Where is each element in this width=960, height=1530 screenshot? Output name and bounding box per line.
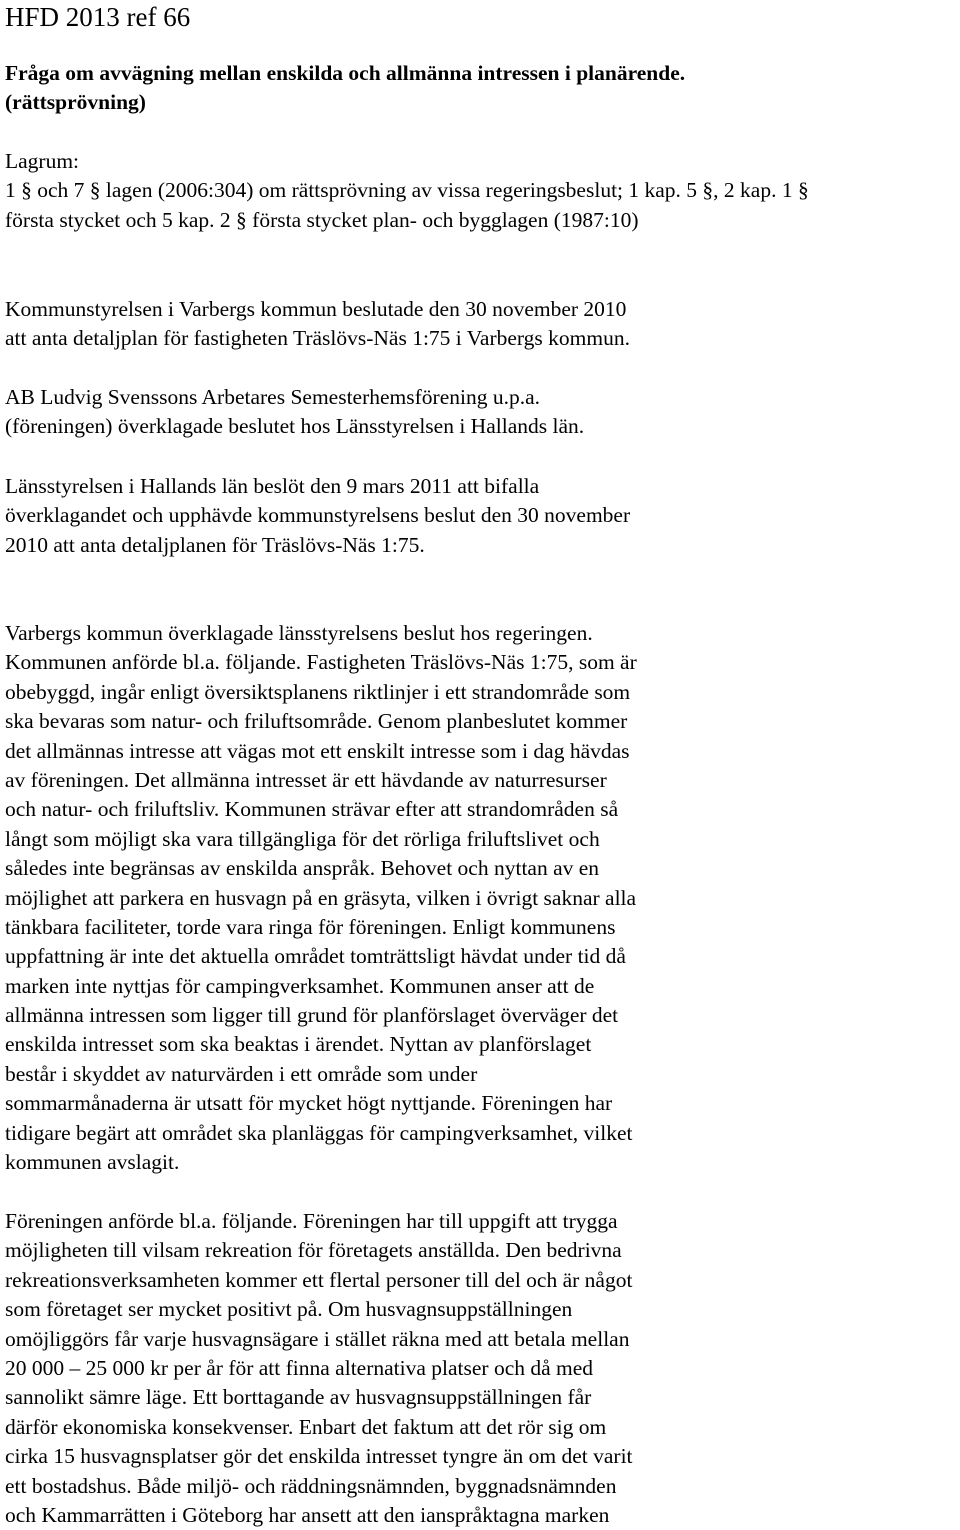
paragraph-line: 20 000 – 25 000 kr per år för att finna alternativa platser och då med	[5, 1355, 594, 1380]
paragraph-municipality	[5, 619, 955, 1177]
paragraph-line: cirka 15 husvagnsplatser gör det enskilda intresset tyngre än om det varit	[5, 1444, 633, 1469]
paragraph-line: rekreationsverksamheten kommer ett flertal personer till del och är något	[5, 1267, 633, 1292]
paragraph-line: ska bevaras som natur- och friluftsområde. Genom planbeslutet kommer	[5, 709, 628, 734]
paragraph-line: Kommunen anförde bl.a. följande. Fastigheten Träslövs-Näs 1:75, som är	[5, 650, 637, 675]
paragraph-line: marken inte nyttjas för campingverksamhet. Kommunen anser att de	[5, 973, 595, 998]
paragraph-line: långt som möjligt ska vara tillgängliga för det rörliga friluftslivet och	[5, 826, 600, 851]
lagrum-line: första stycket och 5 kap. 2 § första stycket plan- och bygglagen (1987:10)	[5, 207, 639, 232]
paragraph-line: överklagandet och upphävde kommunstyrelsens beslut den 30 november	[5, 503, 631, 528]
lagrum-line: 1 § och 7 § lagen (2006:304) om rättsprövning av vissa regeringsbeslut; 1 kap. 5 §, 2 kap. 1 §	[5, 178, 809, 203]
paragraph-association	[5, 1207, 955, 1530]
paragraph-line: av föreningen. Det allmänna intresset är ett hävdande av naturresurser	[5, 767, 607, 792]
paragraph-line: som företaget ser mycket positivt på. Om husvagnsuppställningen	[5, 1297, 573, 1322]
paragraph-line: sannolikt sämre läge. Ett borttagande av husvagnsuppställningen får	[5, 1385, 592, 1410]
paragraph-line: kommunen avslagit.	[5, 1150, 180, 1175]
paragraph-line: Länsstyrelsen i Hallands län beslöt den 9 mars 2011 att bifalla	[5, 474, 540, 498]
lagrum-section	[5, 147, 955, 235]
paragraph-line: det allmännas intresse att vägas mot ett enskilt intresse som i dag hävdas	[5, 738, 630, 763]
paragraph-line: således inte begränsas av enskilda anspråk. Behovet och nyttan av en	[5, 856, 600, 881]
document-title: HFD 2013 ref 66	[5, 2, 191, 32]
paragraph-line: och natur- och friluftsliv. Kommunen strävar efter att strandområden så	[5, 797, 619, 822]
paragraph-line: möjlighet att parkera en husvagn på en gräsyta, vilken i övrigt saknar alla	[5, 885, 637, 910]
paragraph-line: (föreningen) överklagade beslutet hos Länsstyrelsen i Hallands län.	[5, 414, 585, 439]
paragraph-line: sommarmånaderna är utsatt för mycket högt nyttjande. Föreningen har	[5, 1091, 613, 1116]
paragraph-line: består i skyddet av naturvärden i ett område som under	[5, 1061, 478, 1086]
lagrum-heading: Lagrum:	[5, 149, 80, 173]
paragraph-line: Kommunstyrelsen i Varbergs kommun beslutade den 30 november 2010	[5, 297, 627, 321]
paragraph-line: ett bostadshus. Både miljö- och räddningsnämnden, byggnadsnämnden	[5, 1473, 617, 1498]
paragraph-line: omöjliggörs får varje husvagnsägare i stället räkna med att betala mellan	[5, 1326, 630, 1351]
paragraph-line: därför ekonomiska konsekvenser. Enbart det faktum att det rör sig om	[5, 1414, 607, 1439]
case-question	[5, 59, 955, 118]
paragraph-line: och Kammarrätten i Göteborg har ansett att den ianspråktagna marken	[5, 1502, 610, 1527]
paragraph-line: att anta detaljplan för fastigheten Träslövs-Näs 1:75 i Varbergs kommun.	[5, 326, 630, 351]
question-line: Fråga om avvägning mellan enskilda och allmänna intressen i planärende.	[5, 61, 686, 85]
paragraph-line: 2010 att anta detaljplanen för Träslövs-Näs 1:75.	[5, 532, 425, 557]
paragraph-line: Varbergs kommun överklagade länsstyrelsens beslut hos regeringen.	[5, 621, 593, 645]
paragraph-line: Föreningen anförde bl.a. följande. Föreningen har till uppgift att trygga	[5, 1209, 618, 1233]
paragraph-line: tidigare begärt att området ska planläggas för campingverksamhet, vilket	[5, 1120, 633, 1145]
paragraph-appeal	[5, 383, 955, 442]
paragraph-line: allmänna intressen som ligger till grund för planförslaget överväger det	[5, 1003, 619, 1028]
paragraph-line: obebyggd, ingår enligt översiktsplanens riktlinjer i ett strandområde som	[5, 679, 631, 704]
question-line: (rättsprövning)	[5, 90, 146, 115]
paragraph-decision	[5, 295, 955, 354]
paragraph-line: AB Ludvig Svenssons Arbetares Semesterhemsförening u.p.a.	[5, 385, 541, 409]
paragraph-county-board	[5, 472, 955, 560]
paragraph-line: enskilda intresset som ska beaktas i ärendet. Nyttan av planförslaget	[5, 1032, 592, 1057]
paragraph-line: tänkbara faciliteter, torde vara ringa för föreningen. Enligt kommunens	[5, 914, 616, 939]
paragraph-line: uppfattning är inte det aktuella området tomträttsligt hävdat under tid då	[5, 944, 626, 969]
paragraph-line: möjligheten till vilsam rekreation för företagets anställda. Den bedrivna	[5, 1238, 622, 1263]
